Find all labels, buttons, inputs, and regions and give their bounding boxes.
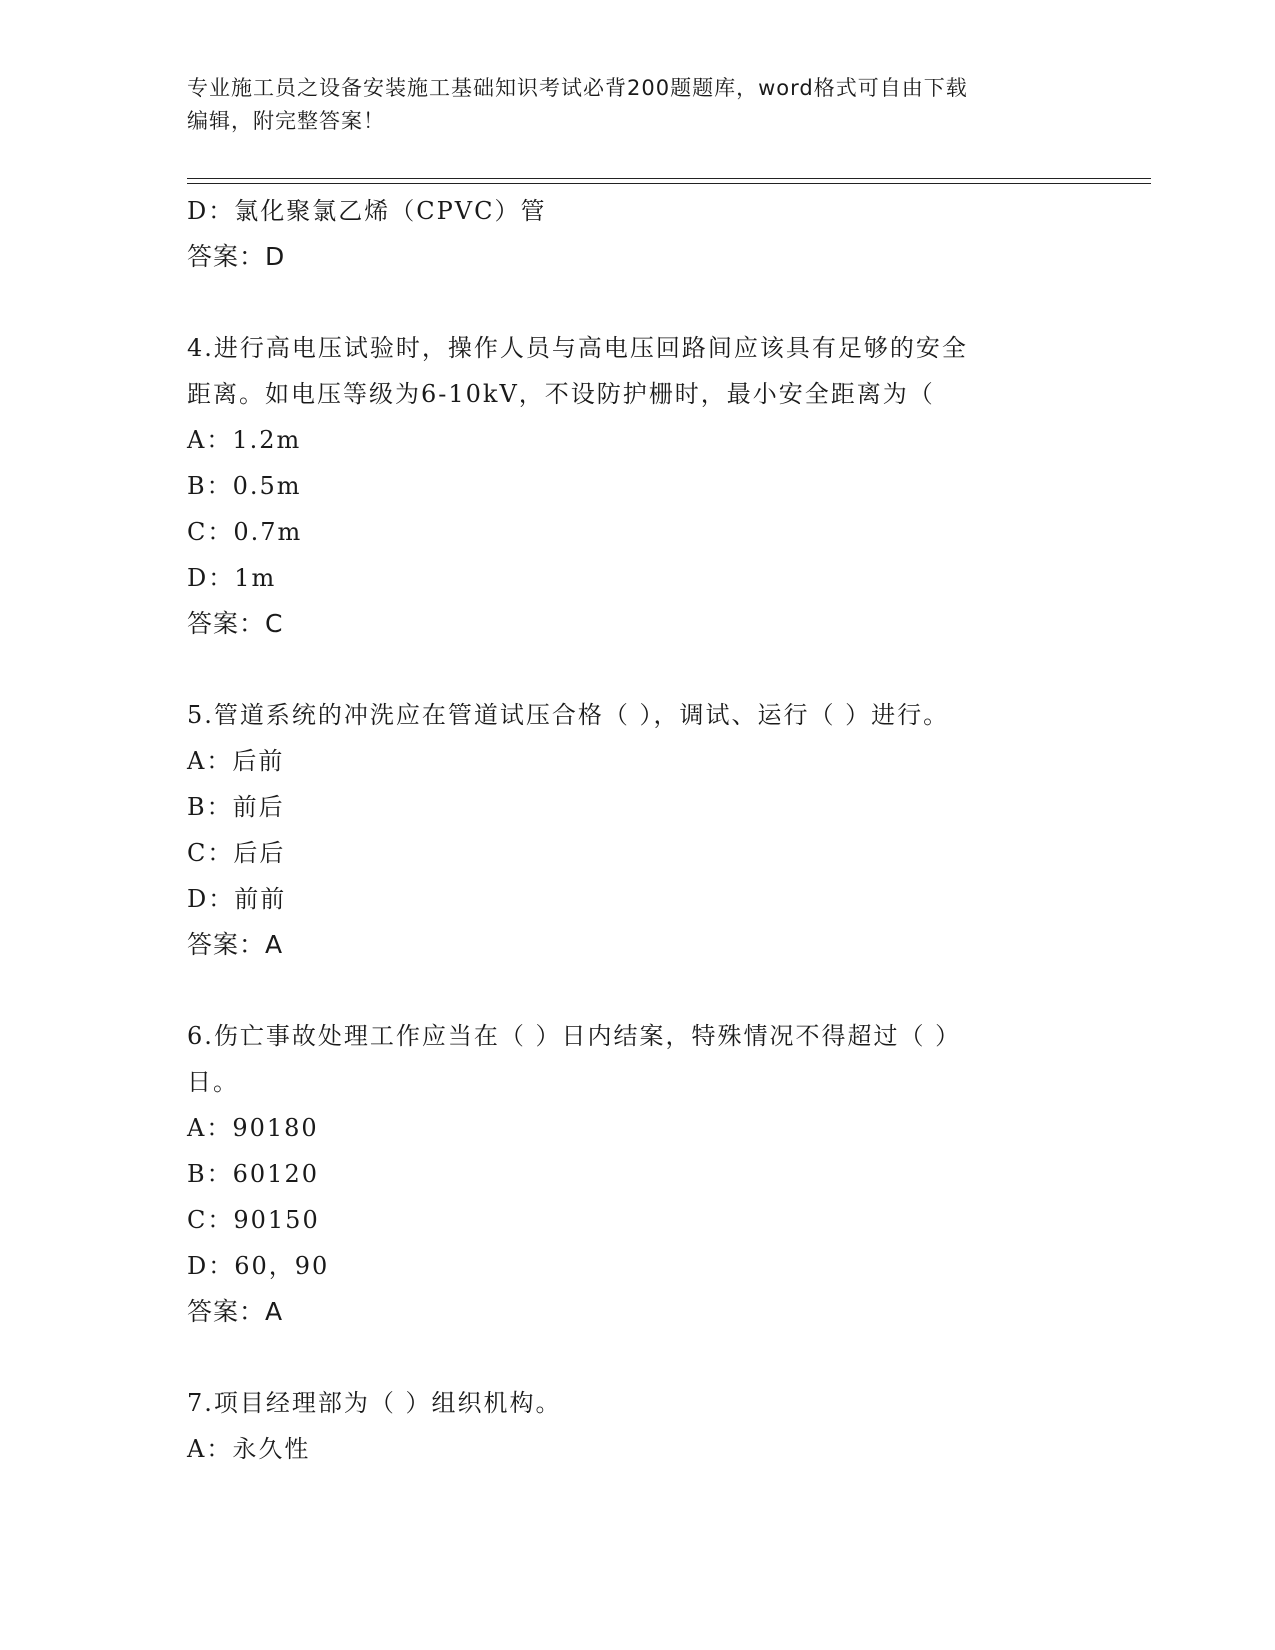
spacer: [187, 968, 1117, 1013]
option-a: A：永久性: [187, 1435, 311, 1463]
option-a: A：90180: [187, 1114, 319, 1142]
option-d: D：前前: [187, 885, 287, 913]
option-c: C：后后: [187, 839, 286, 867]
question-3-tail: [187, 188, 1117, 280]
document-header: [187, 72, 1087, 138]
question-5: [187, 692, 1117, 968]
question-text: 4.进行高电压试验时，操作人员与高电压回路间应该具有足够的安全: [187, 334, 968, 362]
option-c: C：0.7m: [187, 518, 303, 546]
question-7: [187, 1380, 1117, 1472]
question-list: [187, 188, 1117, 1472]
question-text: 日。: [187, 1068, 239, 1096]
option-c: C：90150: [187, 1206, 320, 1234]
question-4: [187, 325, 1117, 647]
option-a: A：1.2m: [187, 426, 302, 454]
question-text: 6.伤亡事故处理工作应当在（ ）日内结案，特殊情况不得超过（ ）: [187, 1022, 962, 1050]
header-line-2: 编辑，附完整答案！: [187, 109, 385, 133]
question-text: 距离。如电压等级为6-10kV，不设防护栅时，最小安全距离为（: [187, 380, 935, 408]
header-rule-bottom: [187, 183, 1151, 184]
option-a: A：后前: [187, 747, 285, 775]
question-6: [187, 1013, 1117, 1335]
question-text: 5.管道系统的冲洗应在管道试压合格（ ），调试、运行（ ）进行。: [187, 701, 950, 729]
spacer: [187, 280, 1117, 325]
spacer: [187, 1335, 1117, 1380]
answer: 答案：C: [187, 609, 284, 638]
spacer: [187, 647, 1117, 692]
option-d: D：1m: [187, 564, 277, 592]
answer: 答案：A: [187, 1297, 284, 1326]
option-b: B：60120: [187, 1160, 319, 1188]
option-b: B：0.5m: [187, 472, 302, 500]
question-text: 7.项目经理部为（ ）组织机构。: [187, 1389, 562, 1417]
answer: 答案：A: [187, 930, 284, 959]
header-line-1: 专业施工员之设备安装施工基础知识考试必背200题题库，word格式可自由下载: [187, 76, 968, 100]
header-rule-top: [187, 178, 1151, 179]
option-b: B：前后: [187, 793, 285, 821]
answer: 答案：D: [187, 242, 286, 271]
option-d: D：60，90: [187, 1252, 330, 1280]
option-d: D：氯化聚氯乙烯（CPVC）管: [187, 197, 547, 225]
